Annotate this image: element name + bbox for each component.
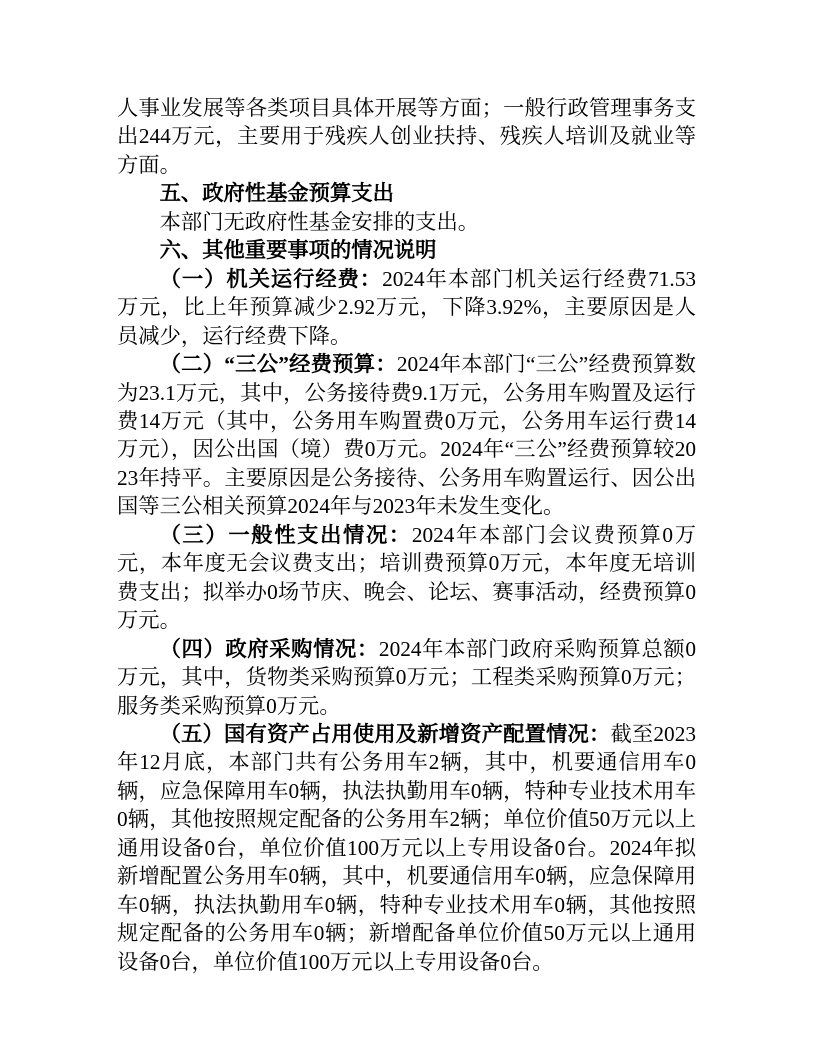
section-heading <box>117 236 696 264</box>
bold-text-run: （四）政府采购情况： <box>159 636 379 661</box>
bold-text-run: （一）机关运行经费： <box>159 266 383 291</box>
text-run: 2024年本部门会议费预算0万元，本年度无会议费支出；培训费预算0万元，本年度无培训费支出；拟举办0场节庆、晚会、论坛、赛事活动，经费预算0万元。 <box>117 522 696 633</box>
body-paragraph <box>117 635 696 720</box>
bold-text-run: （五）国有资产占用使用及新增资产配置情况： <box>159 721 611 746</box>
bold-text-run: 六、其他重要事项的情况说明 <box>159 238 437 263</box>
body-paragraph <box>117 521 696 635</box>
text-run: 人事业发展等各类项目具体开展等方面；一般行政管理事务支出244万元，主要用于残疾人创业扶持、残疾人培训及就业等方面。 <box>117 96 696 177</box>
bold-text-run: （三）一般性支出情况： <box>159 522 412 547</box>
text-run: 2024年本部门机关运行经费71.53万元，比上年预算减少2.92万元，下降3.92%，主要原因是人员减少，运行经费下降。 <box>117 266 696 348</box>
text-run: 本部门无政府性基金安排的支出。 <box>159 209 480 234</box>
text-run: 截至2023年12月底，本部门共有公务用车2辆，其中，机要通信用车0辆，应急保障用车0辆，执法执勤用车0辆，特种专业技术用车0辆，其他按照规定配备的公务用车2辆；单位价值50万元以上通用设备0台，单位价值100万元以上专用设备0台。2024年拟新增配置公务用车0辆，其中，机要通信用车0辆，应急保障用车0辆，执法执勤用车0辆，特种专业技术用车0辆，其他按照规定配备的公务用车0辆；新增配备单位价值50万元以上通用设备0台，单位价值100万元以上专用设备0台。 <box>117 721 696 974</box>
bold-text-run: 五、政府性基金预算支出 <box>159 181 394 206</box>
body-paragraph <box>117 208 696 236</box>
body-paragraph-continuation <box>117 94 696 179</box>
bold-text-run: （二）“三公”经费预算： <box>159 352 397 377</box>
body-paragraph <box>117 720 696 976</box>
document-body <box>117 94 696 976</box>
text-run: 2024年本部门政府采购预算总额0万元，其中，货物类采购预算0万元；工程类采购预算0万元；服务类采购预算0万元。 <box>117 636 696 718</box>
text-run: 2024年本部门“三公”经费预算数为23.1万元，其中，公务接待费9.1万元，公务用车购置及运行费14万元（其中，公务用车购置费0万元，公务用车运行费14万元），因公出国（境）费0万元。2024年“三公”经费预算较2023年持平。主要原因是公务接待、公务用车购置运行、因公出国等三公相关预算2024年与2023年未发生变化。 <box>117 352 696 519</box>
body-paragraph <box>117 265 696 350</box>
body-paragraph <box>117 350 696 521</box>
section-heading <box>117 179 696 207</box>
